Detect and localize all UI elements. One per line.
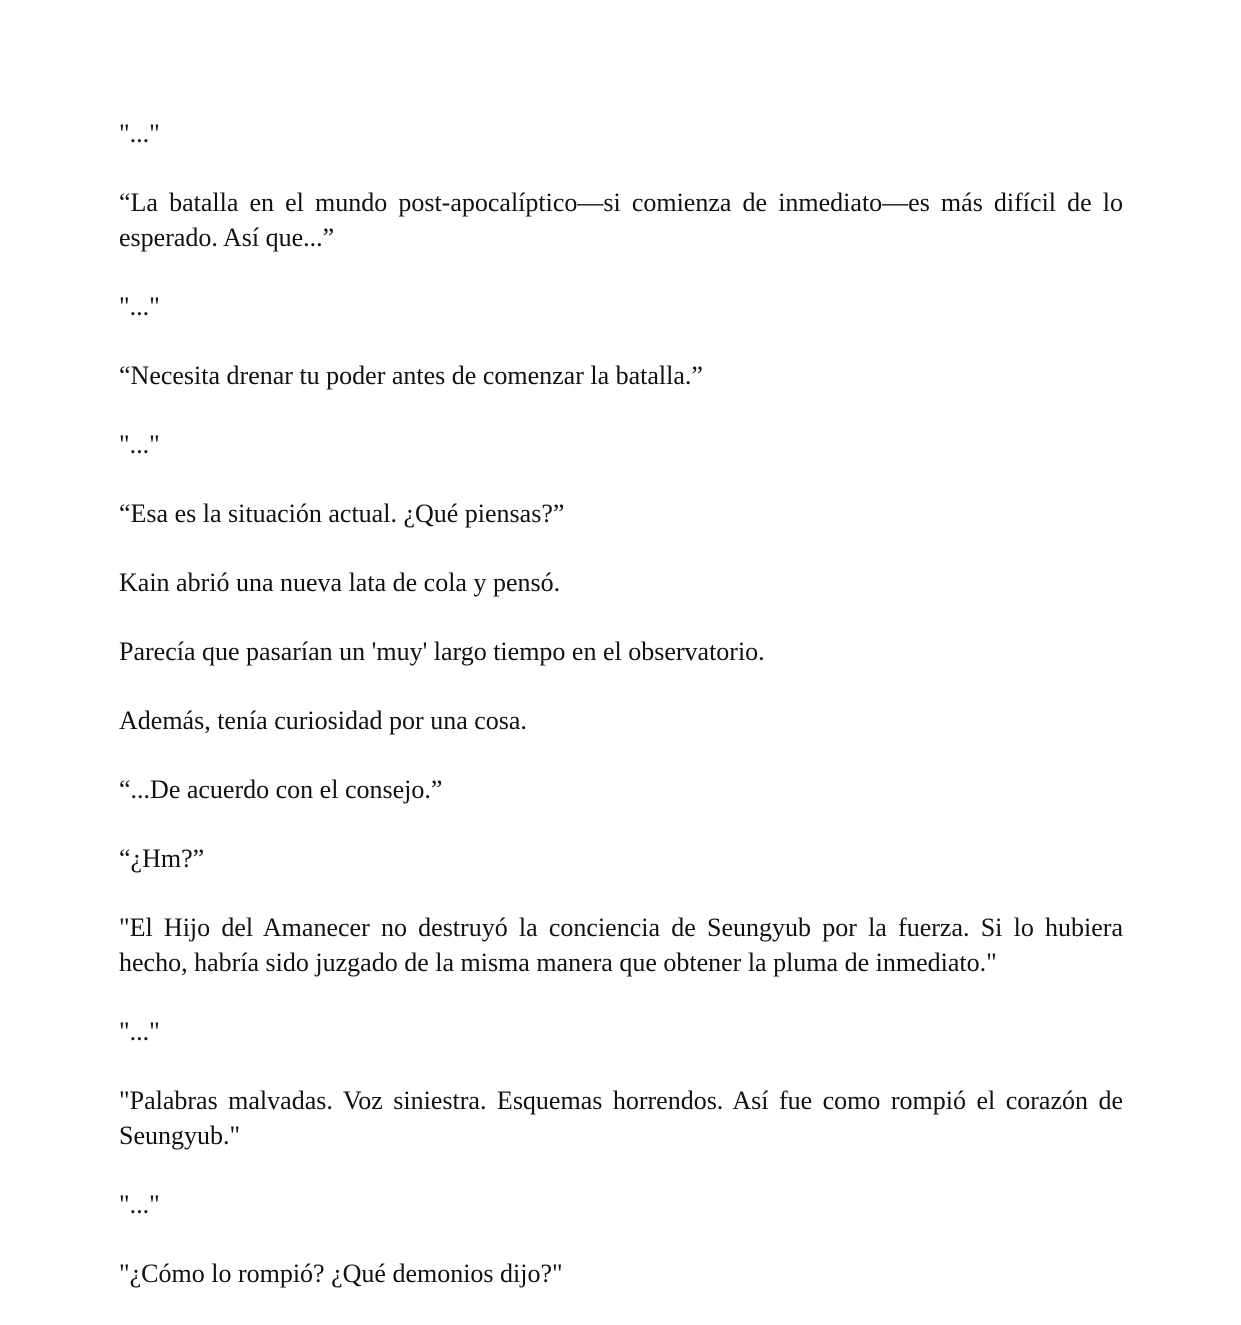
paragraph: "El Hijo del Amanecer no destruyó la conciencia de Seungyub por la fuerza. Si lo hubiera hecho, habría sido juzgado de la misma manera que obtener la pluma de inmediato."	[119, 913, 1123, 977]
paragraph: Kain abrió una nueva lata de cola y pensó.	[119, 568, 561, 597]
paragraph: "..."	[119, 1017, 160, 1046]
paragraph: "..."	[119, 1190, 160, 1219]
paragraph: "Palabras malvadas. Voz siniestra. Esquemas horrendos. Así fue como rompió el corazón de Seungyub."	[119, 1086, 1123, 1150]
paragraph: "..."	[119, 430, 160, 459]
paragraph: “¿Hm?”	[119, 844, 205, 873]
paragraph: “Necesita drenar tu poder antes de comenzar la batalla.”	[119, 361, 703, 390]
paragraph: "..."	[119, 119, 160, 148]
paragraph: Además, tenía curiosidad por una cosa.	[119, 706, 527, 735]
paragraph: "¿Cómo lo rompió? ¿Qué demonios dijo?"	[119, 1259, 563, 1288]
paragraph: “...De acuerdo con el consejo.”	[119, 775, 443, 804]
paragraph: “La batalla en el mundo post-apocalíptico—si comienza de inmediato—es más difícil de lo esperado. Así que...”	[119, 188, 1123, 252]
text-body	[119, 116, 1123, 1325]
paragraph: “Esa es la situación actual. ¿Qué piensas?”	[119, 499, 565, 528]
paragraph: Parecía que pasarían un 'muy' largo tiempo en el observatorio.	[119, 637, 765, 666]
paragraph: "..."	[119, 292, 160, 321]
